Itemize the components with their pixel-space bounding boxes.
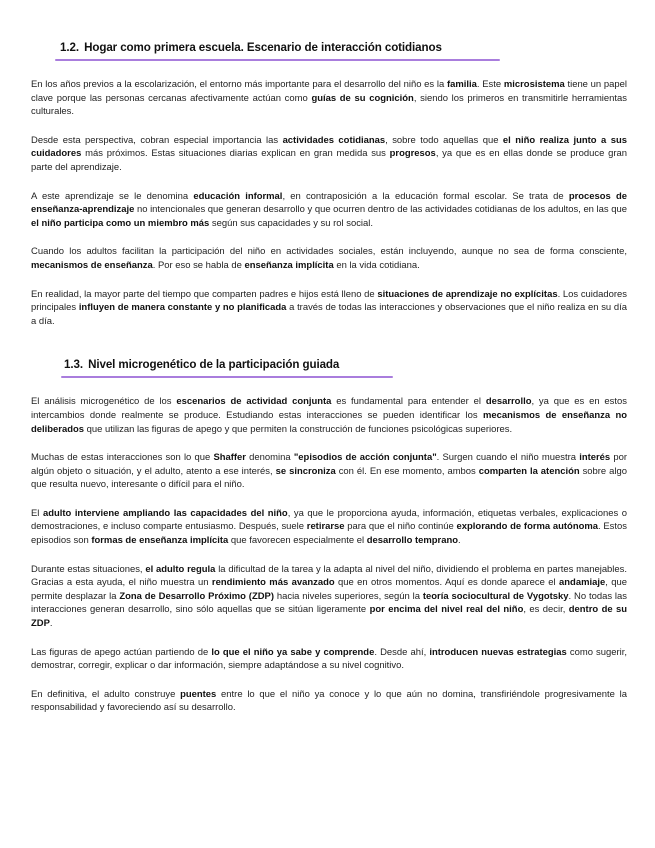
bold-text: teoría sociocultural de Vygotsky: [422, 590, 569, 602]
bold-text: puentes: [180, 688, 217, 700]
paragraph: [31, 395, 627, 436]
bold-text: situaciones de aprendizaje no explícitas: [377, 288, 558, 300]
bold-text: progresos: [389, 148, 436, 160]
bold-text: andamiaje: [559, 577, 606, 589]
bold-text: lo que el niño ya sabe y comprende: [211, 646, 375, 658]
text-run: . No todas las interacciones generan desarrollo, sino sólo aquellas que se sitúan ligeramente: [31, 590, 627, 616]
bold-text: escenarios de actividad conjunta: [176, 396, 332, 408]
text-run: para que el niño continúe: [344, 521, 457, 533]
text-run: sobre algo que resulta nuevo, interesante o difícil para el niño.: [31, 465, 627, 491]
text-run: que favorecen especialmente el: [228, 535, 367, 547]
bold-text: interés: [579, 452, 611, 464]
text-run: En realidad, la mayor parte del tiempo que comparten padres e hijos está lleno de: [31, 288, 378, 300]
paragraph: [31, 78, 627, 119]
bold-text: desarrollo temprano: [366, 535, 459, 547]
paragraph: [31, 646, 627, 673]
text-run: Cuando los adultos facilitan la participación del niño en actividades sociales, están incluyendo, aunque no sea de forma consciente,: [31, 246, 627, 258]
text-run: , sobre todo aquellas que: [385, 134, 503, 146]
bold-text: "episodios de acción conjunta": [293, 452, 437, 464]
text-run: Muchas de estas interacciones son lo que: [31, 452, 214, 464]
paragraph: [31, 563, 627, 631]
heading-underline: [61, 376, 393, 378]
text-run: la dificultad de la tarea y la adapta al nivel del niño, dividiendo el problema en partes manejables. Gracias a esta ayuda, el niño muestra un: [31, 563, 627, 589]
paragraph: [31, 451, 627, 492]
text-run: tiene un papel clave porque las personas cercanas afectivamente actúan como: [31, 79, 627, 104]
text-run: , en contraposición a la educación formal escolar. Se trata de: [282, 190, 569, 202]
bold-text: por encima del nivel real del niño: [369, 604, 524, 616]
text-run: A este aprendizaje se le denomina: [31, 190, 194, 202]
text-run: en la vida cotidiana.: [333, 259, 420, 271]
text-run: que en otros momentos. Aquí es donde aparece el: [334, 577, 560, 589]
text-run: .: [49, 618, 53, 630]
paragraph: [31, 688, 627, 715]
paragraph: [31, 288, 627, 329]
text-run: , es decir,: [523, 604, 569, 616]
text-run: Las figuras de apego actúan partiendo de: [31, 646, 212, 658]
text-run: El: [31, 507, 43, 519]
paragraph: [31, 134, 627, 175]
bold-text: retirarse: [306, 521, 345, 533]
bold-text: mecanismos de enseñanza: [31, 259, 153, 271]
bold-text: el niño participa como un miembro más: [31, 217, 210, 229]
text-run: . Por eso se habla de: [152, 259, 245, 271]
bold-text: influyen de manera constante y no planificada: [78, 302, 287, 314]
text-run: por algún objeto o situación, y el adulto, atento a ese interés,: [31, 452, 627, 477]
section-title-text: Nivel microgenético de la participación guiada: [88, 358, 340, 372]
bold-text: microsistema: [503, 79, 565, 90]
text-run: . Estos episodios son: [31, 521, 627, 547]
bold-text: familia: [446, 79, 477, 90]
bold-text: enseñanza implícita: [244, 259, 334, 271]
section-number: 1.3.: [64, 358, 83, 372]
section-number: 1.2.: [60, 41, 79, 54]
bold-text: el adulto regula: [145, 563, 216, 575]
bold-text: introducen nuevas estrategias: [429, 646, 567, 658]
text-run: como sugerir, demostrar, corregir, explicar o dar información, siempre adaptándose a su nivel cognitivo.: [31, 646, 628, 672]
section-microgenetico: [31, 358, 627, 715]
heading-underline: [55, 59, 500, 61]
bold-text: explorando de forma autónoma: [456, 521, 598, 533]
paragraph: [31, 190, 627, 231]
text-run: .: [458, 535, 461, 547]
text-run: . Este: [476, 79, 504, 90]
text-run: denomina: [245, 452, 294, 464]
bold-text: Shaffer: [213, 452, 246, 464]
text-run: En definitiva, el adulto construye: [31, 688, 181, 700]
text-run: no intencionales que generan desarrollo y que ocurren dentro de las actividades cotidianas de los adultos, en las que: [134, 204, 627, 216]
section-heading: [31, 358, 627, 371]
paragraph: [31, 507, 627, 548]
bold-text: adulto interviene ampliando las capacidades del niño: [42, 507, 288, 519]
text-run: , ya que es en ellas donde se produce gran parte del aprendizaje.: [31, 148, 627, 173]
bold-text: guías de su cognición: [311, 92, 414, 104]
bold-text: formas de enseñanza implícita: [91, 535, 229, 547]
text-run: , siendo los primeros en transmitirle herramientas culturales.: [31, 92, 627, 118]
paragraph: [31, 245, 627, 272]
text-run: Desde esta perspectiva, cobran especial importancia las: [31, 134, 283, 146]
text-run: , ya que es en estos intercambios donde realmente se produce. Estudiando estas interacciones se pueden identificar los: [31, 396, 627, 421]
section-heading: [31, 41, 627, 54]
text-run: entre lo que el niño ya conoce y lo que aún no domina, transfiriéndole progresivamente la responsabilidad y favoreciendo así su desarrollo.: [31, 688, 627, 714]
section-hogar: [31, 41, 627, 328]
text-run: hacia niveles superiores, según la: [273, 590, 423, 602]
text-run: más próximos. Estas situaciones diarias explican en gran medida sus: [81, 148, 390, 160]
text-run: , que permite desplazar la: [31, 577, 627, 602]
bold-text: mecanismos de enseñanza no deliberados: [31, 409, 627, 435]
bold-text: actividades cotidianas: [282, 134, 386, 146]
bold-text: el niño realiza junto a sus cuidadores: [31, 134, 627, 160]
text-run: que utilizan las figuras de apego y que permiten la construcción de funciones psicológicas superiores.: [83, 423, 513, 435]
text-run: . Los cuidadores principales: [31, 288, 627, 314]
text-run: . Surgen cuando el niño muestra: [436, 452, 580, 464]
text-run: , ya que le proporciona ayuda, información, etiquetas verbales, explicaciones o demostraciones, e incluso comparte entusiasmo. Después, suele: [31, 507, 627, 533]
bold-text: dentro de su ZDP: [31, 604, 628, 630]
text-run: . Desde ahí,: [374, 646, 430, 658]
bold-text: rendimiento más avanzado: [211, 577, 335, 589]
bold-text: se sincroniza: [275, 465, 336, 477]
bold-text: procesos de enseñanza-aprendizaje: [31, 190, 627, 216]
bold-text: Zona de Desarrollo Próximo (ZDP): [119, 590, 274, 602]
bold-text: educación informal: [193, 190, 283, 202]
text-run: con él. En ese momento, ambos: [335, 465, 479, 477]
text-run: a través de todas las interacciones y observaciones que el niño realiza en su día a día.: [31, 302, 627, 327]
bold-text: comparten la atención: [478, 465, 580, 477]
text-run: según sus capacidades y su rol social.: [209, 217, 373, 229]
text-run: Durante estas situaciones,: [31, 563, 146, 575]
text-run: En los años previos a la escolarización, el entorno más importante para el desarrollo del niño es la: [31, 79, 447, 90]
bold-text: desarrollo: [485, 396, 532, 408]
section-title-text: Hogar como primera escuela. Escenario de interacción cotidianos: [84, 41, 442, 54]
text-run: El análisis microgenético de los: [31, 396, 177, 408]
text-run: es fundamental para entender el: [331, 396, 486, 408]
